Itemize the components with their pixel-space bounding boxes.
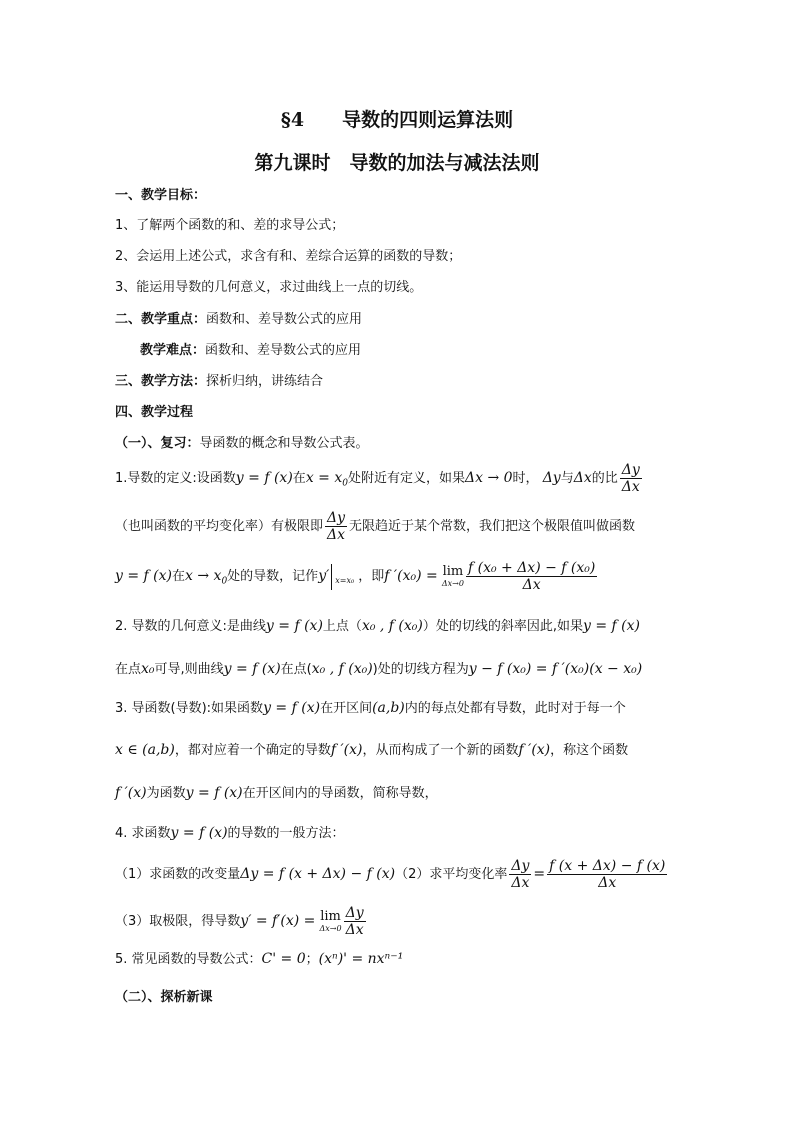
review-text: 导函数的概念和导数公式表。: [199, 436, 369, 451]
derivative-definition-line3: [115, 560, 599, 593]
key-points-heading: 二、教学重点：: [115, 312, 207, 327]
math: x ∈ (a,b): [115, 742, 175, 758]
denominator: Δx: [598, 875, 617, 891]
text: ，称这个函数: [550, 743, 629, 758]
text: 4. 求函数: [115, 826, 171, 841]
text: 处附近有定义，如果: [347, 471, 465, 486]
text: 在点: [115, 662, 142, 677]
fraction: [509, 858, 531, 891]
math: y = f (x): [235, 470, 293, 486]
denominator: Δx: [511, 875, 530, 891]
derived-function-line3: [115, 784, 438, 803]
math: y = f (x): [263, 700, 321, 716]
denominator: Δx: [522, 577, 541, 593]
math: x = x: [305, 470, 343, 486]
process-heading: 四、教学过程: [115, 405, 194, 420]
fraction: [547, 858, 667, 891]
methods-line: [115, 373, 323, 391]
geometric-meaning-line2: [115, 660, 642, 679]
text: 2. 导数的几何意义:是曲线: [115, 619, 266, 634]
math: Δy: [542, 470, 561, 486]
text: )处的切线方程为: [372, 662, 469, 677]
text: 为函数: [146, 786, 186, 801]
fraction: [344, 905, 366, 938]
objectives-heading: 一、教学目标：: [115, 188, 207, 203]
math: y = f (x): [223, 661, 281, 677]
math: (xⁿ)' = nxⁿ⁻¹: [318, 951, 404, 967]
method-heading-line: [115, 824, 345, 843]
derived-function-line2: [115, 741, 628, 760]
lim-sub: Δx→0: [319, 923, 342, 933]
numerator: Δy: [327, 510, 346, 526]
math: Δy = f (x + Δx) − f (x): [240, 866, 396, 882]
text: ，都对应着一个确定的导数: [174, 743, 331, 758]
math: f ′(x): [330, 742, 363, 758]
text: 可导,则曲线: [154, 662, 224, 677]
eval-sub: x=x₀: [335, 575, 355, 585]
lesson-title: 第九课时 导数的加法与减法法则: [254, 152, 540, 174]
text: （2）求平均变化率: [395, 867, 508, 882]
methods-text: 探析归纳，讲练结合: [206, 374, 324, 389]
math: (a,b): [372, 700, 405, 716]
text: 处的导数，记作: [227, 569, 319, 584]
key-points-text: 函数和、差导数公式的应用: [206, 312, 363, 327]
math: y − f (x₀) = f ′(x₀)(x − x₀): [468, 661, 643, 677]
objective-item: 3、能运用导数的几何意义，求过曲线上一点的切线。: [115, 280, 423, 295]
review-line: [115, 435, 369, 453]
review-heading: （一）、复习：: [115, 436, 200, 451]
text: ，即: [358, 569, 385, 584]
limit: [442, 565, 464, 589]
text: 在开区间: [320, 701, 373, 716]
math: f ′(x₀) =: [384, 568, 438, 584]
text: （3）取极限，得导数: [115, 914, 241, 929]
text: 1.导数的定义:设函数: [115, 471, 236, 486]
text: 在点(: [280, 662, 312, 677]
denominator: Δx: [345, 922, 364, 938]
derived-function-line1: [115, 699, 626, 718]
objective-item: 2、会运用上述公式，求含有和、差综合运算的函数的导数；: [115, 249, 462, 264]
geometric-meaning-line1: [115, 617, 640, 636]
limit: [320, 910, 342, 934]
difficulty-line: [140, 342, 361, 360]
math: y = f (x): [583, 618, 640, 634]
text: 与: [560, 471, 574, 486]
key-points-line: [115, 311, 362, 329]
math-sub: 0: [342, 478, 348, 489]
section2-heading: （二）、探析新课: [115, 990, 213, 1005]
methods-heading: 三、教学方法：: [115, 374, 207, 389]
text: 的比: [591, 471, 618, 486]
math: y = f (x): [185, 785, 243, 801]
lim-word: lim: [442, 563, 464, 579]
section-title: §4 导数的四则运算法则: [280, 109, 514, 131]
math: y′: [318, 568, 330, 584]
method-steps-line: [115, 858, 669, 891]
math: y = f (x): [170, 825, 228, 841]
denominator: Δx: [327, 527, 346, 543]
text: 在开区间内的导函数，简称导数，: [242, 786, 438, 801]
math: Δx → 0: [464, 470, 513, 486]
text: 3. 导函数(导数):如果函数: [115, 701, 264, 716]
text: 内的每点处都有导数，此时对于每一个: [404, 701, 626, 716]
math: f ′(x): [115, 785, 147, 801]
numerator: f (x + Δx) − f (x): [549, 858, 666, 874]
math: x₀ , f (x₀): [361, 618, 423, 634]
fraction: [466, 560, 597, 593]
text: ）处的切线的斜率因此,如果: [422, 619, 583, 634]
numerator: f (x₀ + Δx) − f (x₀): [467, 560, 596, 576]
derivative-definition-line2: [115, 510, 635, 543]
math-sub: 0: [221, 576, 228, 587]
lim-word: lim: [320, 908, 341, 924]
numerator: Δy: [511, 858, 530, 874]
lim-sub: Δx→0: [441, 578, 464, 588]
text: （也叫函数的平均变化率）有极限即: [115, 519, 324, 534]
text: ，从而构成了一个新的函数: [362, 743, 519, 758]
text: 的导数的一般方法：: [227, 826, 345, 841]
text: ；: [305, 952, 319, 967]
text: 在: [172, 569, 186, 584]
text: 在: [292, 471, 306, 486]
difficulty-text: 函数和、差导数公式的应用: [205, 343, 362, 358]
numerator: Δy: [621, 462, 640, 478]
math: Δx: [573, 470, 592, 486]
text: 上点（: [322, 619, 362, 634]
math: x → x: [185, 568, 222, 584]
denominator: Δx: [621, 479, 640, 495]
fraction: [620, 462, 642, 495]
formulas-line: [115, 950, 403, 969]
text: 时，: [512, 471, 539, 486]
math: C' = 0: [261, 951, 306, 967]
text: 5. 常见函数的导数公式：: [115, 952, 262, 967]
math: y = f (x): [265, 618, 323, 634]
text: （1）求函数的改变量: [115, 867, 241, 882]
math: f ′(x): [518, 742, 551, 758]
math: y′ = f′(x) =: [240, 913, 316, 929]
difficulty-label: 教学难点：: [140, 343, 206, 358]
evaluation-bar: [331, 564, 358, 590]
math: x₀ , f (x₀): [311, 661, 373, 677]
fraction: [325, 510, 347, 543]
text: 无限趋近于某个常数，我们把这个极限值叫做函数: [349, 519, 636, 534]
objective-item: 1、了解两个函数的和、差的求导公式；: [115, 218, 345, 233]
numerator: Δy: [345, 905, 364, 921]
math: x₀: [141, 661, 155, 677]
math: =: [533, 866, 546, 882]
math: y = f (x): [115, 568, 172, 584]
method-step3-line: [115, 905, 368, 938]
derivative-definition-line1: [115, 462, 644, 495]
